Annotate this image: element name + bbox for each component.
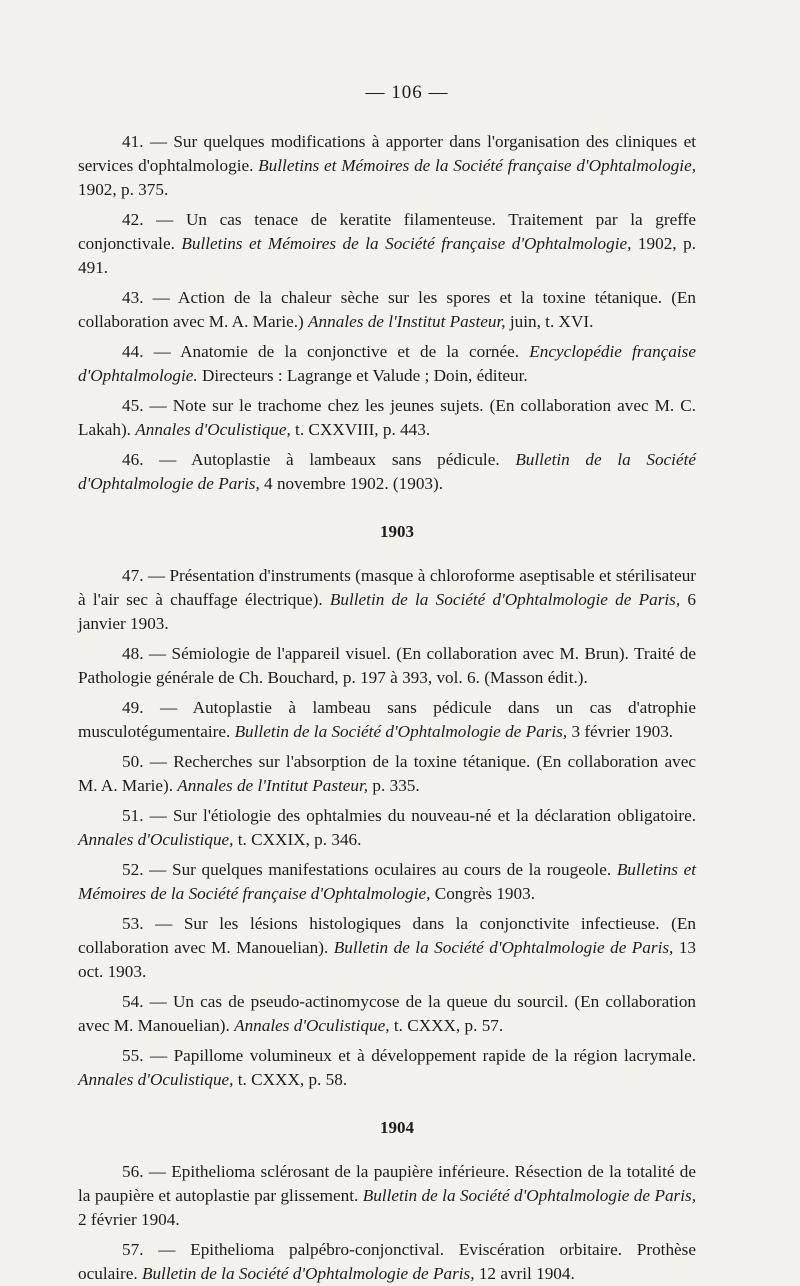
entry-text: — Autoplastie à lambeau sans pédicule dans un cas d'atrophie musculotégumentaire.	[78, 698, 696, 741]
bibliography-entry	[78, 990, 696, 1038]
page-number: — 106 —	[365, 82, 449, 103]
entry-source: Annales d'Oculistique,	[78, 1070, 234, 1089]
bibliography-entry	[78, 208, 696, 280]
bibliography-entry	[78, 1160, 696, 1232]
entry-number: 51.	[122, 806, 144, 825]
entry-text: — Un cas de pseudo-actinomycose de la queue du sourcil. (En collaboration avec M. Manouelian).	[78, 992, 697, 1035]
entry-reference: 13 oct. 1903.	[78, 938, 696, 981]
entry-text: — Sémiologie de l'appareil visuel. (En collaboration avec M. Brun). Traité de Pathologie générale de Ch. Bouchard, p. 197 à 393, vol. 6. (Masson édit.).	[78, 644, 697, 687]
entry-number: 43.	[122, 288, 144, 307]
entry-reference: Directeurs : Lagrange et Valude ; Doin, éditeur.	[197, 366, 528, 385]
entry-number: 54.	[122, 992, 144, 1011]
entry-source: Bulletin de la Société d'Ophtalmologie de Paris,	[78, 450, 696, 493]
bibliography-entry	[78, 804, 696, 852]
entry-text: — Autoplastie à lambeaux sans pédicule.	[159, 450, 516, 469]
bibliography-list	[78, 130, 696, 1286]
bibliography-entry	[78, 1238, 696, 1286]
year-heading: 1903	[380, 522, 414, 541]
entry-text: — Papillome volumineux et à développement rapide de la région lacrymale.	[149, 1046, 696, 1065]
entry-source: Bulletins et Mémoires de la Société française d'Ophtalmologie,	[258, 156, 696, 175]
bibliography-entry	[78, 642, 696, 690]
entry-number: 42.	[122, 210, 144, 229]
entry-source: Annales de l'Intitut Pasteur,	[177, 776, 369, 795]
entry-reference: 3 février 1903.	[567, 722, 674, 741]
bibliography-entry	[78, 448, 696, 496]
entry-source: Bulletins et Mémoires de la Société française d'Ophtalmologie,	[181, 234, 632, 253]
entry-source: Bulletin de la Société d'Ophtalmologie de Paris,	[362, 1186, 696, 1205]
entry-reference: juin, t. XVI.	[505, 312, 594, 331]
entry-reference: Congrès 1903.	[430, 884, 536, 903]
entry-text: — Sur quelques manifestations oculaires au cours de la rougeole.	[149, 860, 617, 879]
entry-reference: p. 335.	[368, 776, 420, 795]
entry-reference: 1902, p. 491.	[78, 234, 696, 277]
entry-reference: 12 avril 1904.	[474, 1264, 575, 1283]
entry-source: Annales d'Oculistique,	[78, 830, 234, 849]
bibliography-entry	[78, 394, 696, 442]
entry-source: Annales d'Oculistique,	[234, 1016, 390, 1035]
entry-text: — Sur quelques modifications à apporter dans l'organisation des cliniques et services d'ophtalmologie.	[78, 132, 696, 175]
entry-text: — Epithelioma sclérosant de la paupière inférieure. Résection de la totalité de la paupière et autoplastie par glissement.	[78, 1162, 697, 1205]
entry-source: Bulletin de la Société d'Ophtalmologie de Paris,	[234, 722, 568, 741]
entry-source: Annales de l'Institut Pasteur,	[308, 312, 506, 331]
entry-number: 49.	[122, 698, 144, 717]
bibliography-entry	[78, 286, 696, 334]
entry-text: — Sur l'étiologie des ophtalmies du nouveau-né et la déclaration obligatoire.	[149, 806, 696, 825]
entry-number: 57.	[122, 1240, 144, 1259]
bibliography-entry	[78, 912, 696, 984]
entry-reference: t. CXXVIII, p. 443.	[290, 420, 431, 439]
entry-number: 55.	[122, 1046, 144, 1065]
entry-reference: 1902, p. 375.	[78, 180, 169, 199]
entry-reference: t. CXXX, p. 58.	[233, 1070, 348, 1089]
bibliography-entry	[78, 130, 696, 202]
entry-text: — Action de la chaleur sèche sur les spores et la toxine tétanique. (En collaboration avec M. A. Marie.)	[78, 288, 697, 331]
entry-number: 41.	[122, 132, 144, 151]
entry-text: — Sur les lésions histologiques dans la conjonctivite infectieuse. (En collaboration avec M. Manouelian).	[78, 914, 696, 957]
entry-text: — Présentation d'instruments (masque à chloroforme aseptisable et stérilisateur à l'air sec à chauffage électrique).	[78, 566, 697, 609]
entry-reference: 4 novembre 1902. (1903).	[259, 474, 444, 493]
entry-source: Bulletins et Mémoires de la Société française d'Ophtalmologie,	[78, 860, 696, 903]
entry-number: 56.	[122, 1162, 144, 1181]
entry-number: 44.	[122, 342, 144, 361]
entry-number: 45.	[122, 396, 144, 415]
entry-number: 50.	[122, 752, 144, 771]
bibliography-entry	[78, 564, 696, 636]
entry-reference: t. CXXX, p. 57.	[389, 1016, 504, 1035]
entry-text: — Recherches sur l'absorption de la toxine tétanique. (En collaboration avec M. A. Marie).	[78, 752, 697, 795]
bibliography-entry	[78, 750, 696, 798]
bibliography-entry	[78, 858, 696, 906]
entry-text: — Un cas tenace de keratite filamenteuse. Traitement par la greffe conjonctivale.	[78, 210, 696, 253]
entry-reference: 6 janvier 1903.	[78, 590, 696, 633]
entry-source: Bulletin de la Société d'Ophtalmologie de Paris,	[333, 938, 674, 957]
entry-text: — Note sur le trachome chez les jeunes sujets. (En collaboration avec M. C. Lakah).	[78, 396, 696, 439]
entry-number: 48.	[122, 644, 144, 663]
year-heading: 1904	[380, 1118, 414, 1137]
entry-number: 53.	[122, 914, 144, 933]
entry-number: 47.	[122, 566, 144, 585]
entry-text: — Epithelioma palpébro-conjonctival. Eviscération orbitaire. Prothèse oculaire.	[78, 1240, 696, 1283]
entry-reference: 2 février 1904.	[78, 1210, 180, 1229]
entry-source: Encyclopédie française d'Ophtalmologie.	[78, 342, 696, 385]
entry-number: 52.	[122, 860, 144, 879]
bibliography-entry	[78, 340, 696, 388]
entry-number: 46.	[122, 450, 144, 469]
bibliography-entry	[78, 1044, 696, 1092]
bibliography-entry	[78, 696, 696, 744]
entry-source: Bulletin de la Société d'Ophtalmologie de Paris,	[329, 590, 681, 609]
entry-source: Annales d'Oculistique,	[135, 420, 291, 439]
entry-source: Bulletin de la Société d'Ophtalmologie de Paris,	[141, 1264, 475, 1283]
entry-reference: t. CXXIX, p. 346.	[233, 830, 362, 849]
entry-text: — Anatomie de la conjonctive et de la cornée.	[153, 342, 530, 361]
